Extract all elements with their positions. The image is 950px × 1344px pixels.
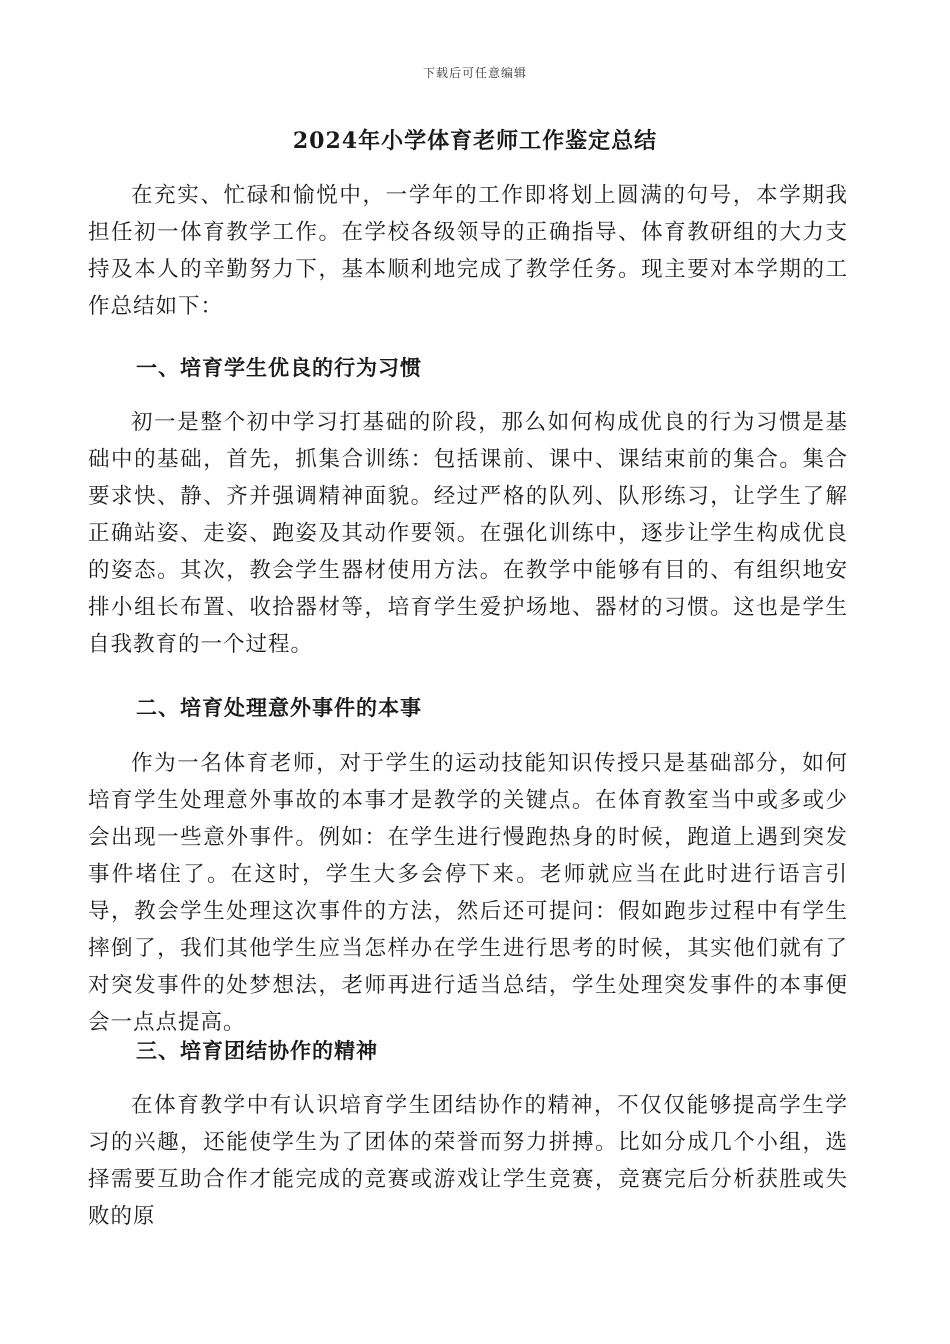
section-1-body: 初一是整个初中学习打基础的阶段，那么如何构成优良的行为习惯是基础中的基础，首先，抓集合训练：包括课前、课中、课结束前的集合。集合要求快、静、齐并强调精神面貌。经过严格的队列、队形练习，让学生了解正确站姿、走姿、跑姿及其动作要领。在强化训练中，逐步让学生构成优良的姿态。其次，教会学生器材使用方法。在教学中能够有目的、有组织地安排小组长布置、收拾器材等，培育学生爱护场地、器材的习惯。这也是学生自我教育的一个过程。 <box>88 410 848 657</box>
section-2-body: 作为一名体育老师，对于学生的运动技能知识传授只是基础部分，如何培育学生处理意外事故的本事才是教学的关键点。在体育教室当中或多或少会出现一些意外事件。例如：在学生进行慢跑热身的时候，跑道上遇到突发事件堵住了。在这时，学生大多会停下来。老师就应当在此时进行语言引导，教会学生处理这次事件的方法，然后还可提问：假如跑步过程中有学生摔倒了，我们其他学生应当怎样办在学生进行思考的时候，其实他们就有了对突发事件的处梦想法，老师再进行适当总结，学生处理突发事件的本事便会一点点提高。 <box>88 751 848 1035</box>
document-title: 2024年小学体育老师工作鉴定总结 <box>292 128 658 154</box>
intro-paragraph: 在充实、忙碌和愉悦中，一学年的工作即将划上圆满的句号，本学期我担任初一体育教学工作。在学校各级领导的正确指导、体育教研组的大力支持及本人的辛勤努力下，基本顺利地完成了教学任务。现主要对本学期的工作总结如下： <box>88 183 848 319</box>
section-2-heading: 二、培育处理意外事件的本事 <box>136 695 422 720</box>
section-1-heading: 一、培育学生优良的行为习惯 <box>136 355 422 380</box>
section-3-heading: 三、培育团结协作的精神 <box>136 1038 378 1063</box>
page-header: 下载后可任意编辑 <box>422 66 527 80</box>
section-3-body: 在体育教学中有认识培育学生团结协作的精神，不仅仅能够提高学生学习的兴趣，还能使学生为了团体的荣誉而努力拼搏。比如分成几个小组，选择需要互助合作才能完成的竞赛或游戏让学生竞赛，竞赛完后分析获胜或失败的原 <box>88 1093 848 1229</box>
